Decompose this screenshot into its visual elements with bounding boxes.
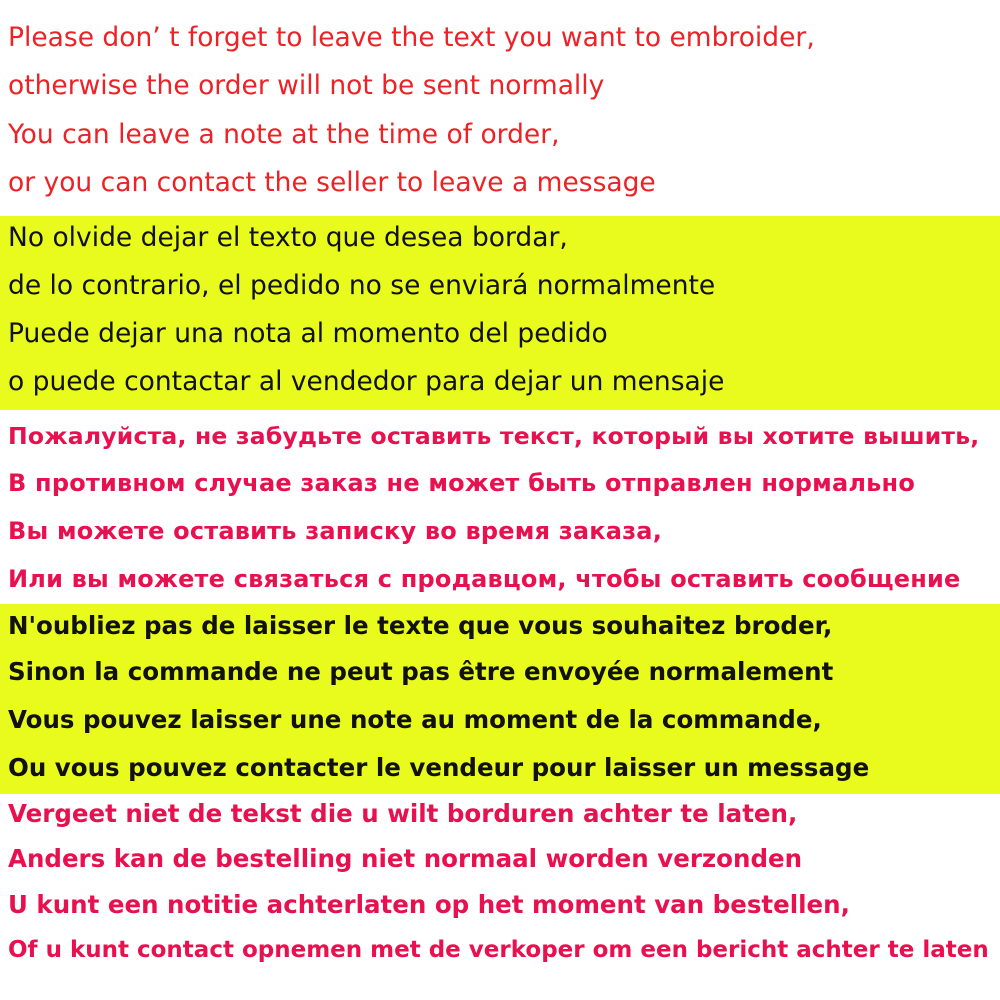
spanish-line-4: o puede contactar al vendedor para dejar un mensaje [8,366,725,397]
dutch-line-2: Anders kan de bestelling niet normaal worden verzonden [8,844,803,873]
dutch-line-3: U kunt een notitie achterlaten op het moment van bestellen, [8,890,850,919]
spanish-notice-block [0,216,1000,410]
english-line-3: You can leave a note at the time of order, [8,119,560,150]
spanish-line-1: No olvide dejar el texto que desea bordar, [8,222,568,253]
english-line-4: or you can contact the seller to leave a message [8,167,656,198]
dutch-line-1: Vergeet niet de tekst die u wilt borduren achter te laten, [8,799,798,828]
russian-line-1: Пожалуйста, не забудьте оставить текст, который вы хотите вышить, [8,422,980,450]
french-line-2: Sinon la commande ne peut pas être envoyée normalement [8,657,834,686]
russian-line-3: Вы можете оставить записку во время заказа, [8,517,663,545]
french-notice-block [0,604,1000,794]
russian-line-2: В противном случае заказ не может быть отправлен нормально [8,469,916,497]
english-line-1: Please don’ t forget to leave the text you want to embroider, [8,22,815,53]
french-line-3: Vous pouvez laisser une note au moment de la commande, [8,705,822,734]
english-line-2: otherwise the order will not be sent normally [8,70,605,101]
french-line-4: Ou vous pouvez contacter le vendeur pour laisser un message [8,753,870,782]
english-notice-block [0,0,1000,216]
russian-notice-block [0,410,1000,604]
dutch-line-4: Of u kunt contact opnemen met de verkoper om een bericht achter te laten [8,937,989,963]
russian-line-4: Или вы можете связаться с продавцом, чтобы оставить сообщение [8,565,961,593]
dutch-notice-block [0,794,1000,1000]
french-line-1: N'oubliez pas de laisser le texte que vous souhaitez broder, [8,611,833,640]
spanish-line-2: de lo contrario, el pedido no se enviará normalmente [8,270,716,301]
spanish-line-3: Puede dejar una nota al momento del pedido [8,318,608,349]
